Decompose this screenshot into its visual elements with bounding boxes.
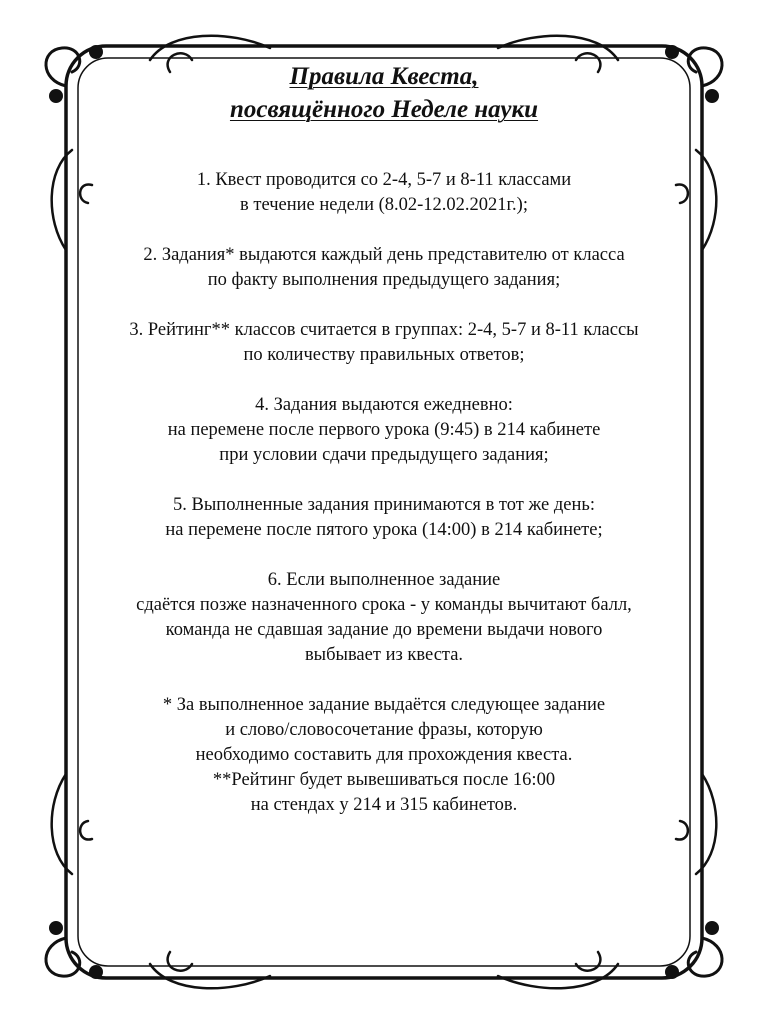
rule-item xyxy=(40,168,728,218)
footnotes xyxy=(40,693,728,818)
rule-line: по факту выполнения предыдущего задания; xyxy=(207,270,561,290)
frame-corner-br xyxy=(688,938,722,976)
rule-line: 1. Квест проводится со 2-4, 5-7 и 8-11 классами xyxy=(196,170,572,190)
rule-line: на перемене после пятого урока (14:00) в 214 кабинете; xyxy=(165,520,603,540)
rule-line: 3. Рейтинг** классов считается в группах: 2-4, 5-7 и 8-11 классы xyxy=(129,320,639,340)
rule-item xyxy=(40,493,728,543)
title-line-1: Правила Квеста, xyxy=(289,63,479,90)
rule-line: в течение недели (8.02-12.02.2021г.); xyxy=(240,195,528,215)
rule-item xyxy=(40,393,728,468)
rule-line: 2. Задания* выдаются каждый день представителю от класса xyxy=(143,245,625,265)
frame-bottom-scroll xyxy=(150,952,618,988)
footnote-line: **Рейтинг будет вывешиваться после 16:00 xyxy=(212,770,556,790)
footnote-line: и слово/словосочетание фразы, которую xyxy=(225,720,543,740)
rules-list xyxy=(40,168,728,818)
frame-corner-dot-br-2 xyxy=(705,921,719,935)
rule-line: на перемене после первого урока (9:45) в 214 кабинете xyxy=(167,420,601,440)
rule-item xyxy=(40,318,728,368)
footnote-line: * За выполненное задание выдаётся следующее задание xyxy=(162,695,606,715)
frame-corner-dot-bl-2 xyxy=(49,921,63,935)
document-title xyxy=(40,60,728,126)
title-line-2: посвящённого Неделе науки xyxy=(229,96,539,123)
rule-line: по количеству правильных ответов; xyxy=(243,345,525,365)
rule-item xyxy=(40,568,728,668)
frame-corner-dot-bl xyxy=(89,965,103,979)
footnote-line: на стендах у 214 и 315 кабинетов. xyxy=(250,795,518,815)
rule-line: выбывает из квеста. xyxy=(304,645,464,665)
frame-corner-dot-br xyxy=(665,965,679,979)
frame-corner-bl xyxy=(46,938,80,976)
rule-line: при условии сдачи предыдущего задания; xyxy=(219,445,549,465)
frame-corner-dot-tr xyxy=(665,45,679,59)
rule-line: 6. Если выполненное задание xyxy=(267,570,501,590)
frame-corner-dot-tl xyxy=(89,45,103,59)
rule-line: 5. Выполненные задания принимаются в тот же день: xyxy=(173,495,595,515)
rule-line: 4. Задания выдаются ежедневно: xyxy=(255,395,513,415)
rule-line: сдаётся позже назначенного срока - у команды вычитают балл, xyxy=(136,595,632,615)
document-content xyxy=(40,60,728,818)
rule-line: команда не сдавшая задание до времени выдачи нового xyxy=(165,620,603,640)
footnote-line: необходимо составить для прохождения квеста. xyxy=(195,745,573,765)
rule-item xyxy=(40,243,728,293)
